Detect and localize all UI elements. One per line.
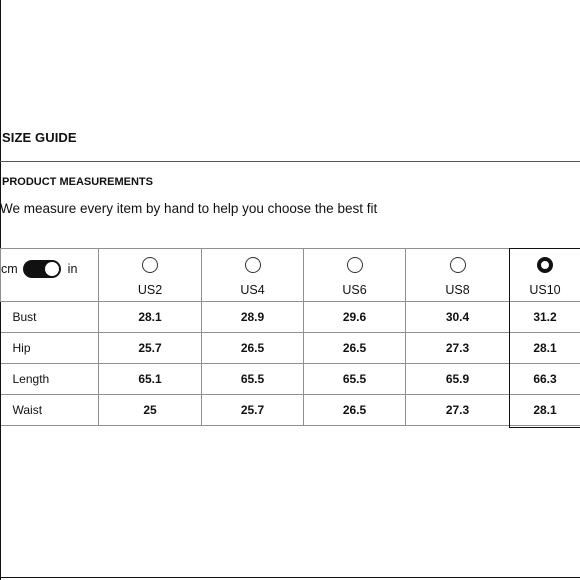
row-label: Hip	[1, 333, 99, 364]
radio-icon[interactable]	[450, 257, 466, 273]
size-label: US4	[240, 283, 265, 297]
title-divider	[0, 161, 580, 162]
radio-icon[interactable]	[347, 257, 363, 273]
table-cell: 25	[99, 395, 202, 426]
frame-bottom-edge	[0, 577, 580, 578]
unit-cm-label: cm	[1, 262, 18, 276]
size-option-us6[interactable]	[304, 249, 406, 302]
radio-icon[interactable]	[245, 257, 261, 273]
table-row	[1, 302, 580, 333]
radio-icon[interactable]	[142, 257, 158, 273]
table-cell: 28.1	[99, 302, 202, 333]
table-cell: 25.7	[202, 395, 304, 426]
table-cell: 27.3	[406, 395, 510, 426]
table-cell: 31.2	[510, 302, 580, 333]
page-title: SIZE GUIDE	[2, 130, 77, 145]
table-cell: 28.1	[510, 395, 580, 426]
table-cell: 26.5	[304, 395, 406, 426]
table-cell: 65.1	[99, 364, 202, 395]
table-cell: 65.9	[406, 364, 510, 395]
table-cell: 26.5	[304, 333, 406, 364]
table-cell: 30.4	[406, 302, 510, 333]
description-text: We measure every item by hand to help you choose the best fit	[0, 201, 378, 216]
size-option-us4[interactable]	[202, 249, 304, 302]
table-cell: 66.3	[510, 364, 580, 395]
table-cell: 28.1	[510, 333, 580, 364]
table-cell: 65.5	[304, 364, 406, 395]
radio-selected-icon[interactable]	[537, 257, 553, 273]
size-header-row	[1, 249, 580, 302]
section-title: PRODUCT MEASUREMENTS	[2, 176, 153, 188]
toggle-knob	[45, 262, 59, 276]
row-label: Bust	[1, 302, 99, 333]
table-row	[1, 333, 580, 364]
size-option-us8[interactable]	[406, 249, 510, 302]
table-cell: 26.5	[202, 333, 304, 364]
table-row	[1, 364, 580, 395]
row-label: Length	[1, 364, 99, 395]
size-label: US8	[445, 283, 470, 297]
size-table	[0, 248, 580, 426]
size-option-us2[interactable]	[99, 249, 202, 302]
size-label: US10	[529, 283, 561, 297]
size-label: US6	[342, 283, 367, 297]
table-cell: 28.9	[202, 302, 304, 333]
unit-toggle-cell	[1, 249, 99, 302]
unit-toggle-switch[interactable]	[23, 260, 61, 278]
table-row	[1, 395, 580, 426]
unit-toggle[interactable]	[1, 249, 98, 278]
size-label: US2	[137, 283, 163, 297]
size-option-us10[interactable]	[510, 249, 580, 302]
table-cell: 27.3	[406, 333, 510, 364]
unit-in-label: in	[67, 262, 78, 276]
table-cell: 65.5	[202, 364, 304, 395]
table-cell: 25.7	[99, 333, 202, 364]
table-cell: 29.6	[304, 302, 406, 333]
row-label: Waist	[1, 395, 99, 426]
